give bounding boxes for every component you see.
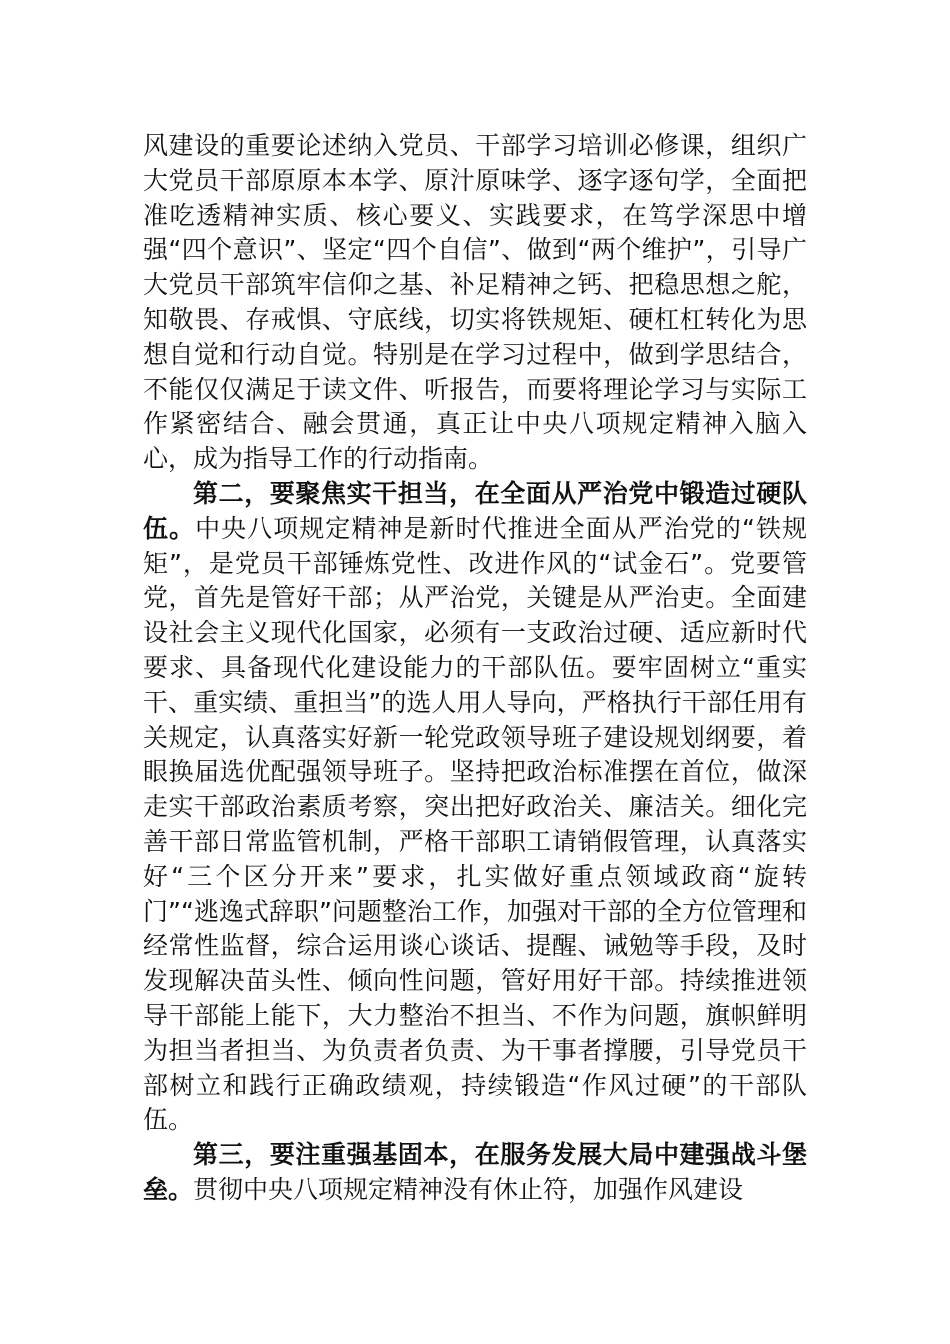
paragraph-3-body: 贯彻中央八项规定精神没有休止符，加强作风建设 — [193, 1174, 744, 1204]
paragraph-3 — [143, 1138, 807, 1208]
paragraph-2 — [143, 477, 807, 1138]
paragraph-3-heading: 第三，要注重强基固本，在服务发展大局中建强战斗堡垒。 — [143, 1140, 807, 1204]
paragraph-2-body: 中央八项规定精神是新时代推进全面从严治党的“铁规矩”，是党员干部锤炼党性、改进作风的“试金石”。党要管党，首先是管好干部；从严治党，关键是从严治吏。全面建设社会主义现代化国家，必须有一支政治过硬、适应新时代要求、具备现代化建设能力的干部队伍。要牢固树立“重实干、重实绩、重担当”的选人用人导向，严格执行干部任用有关规定，认真落实好新一轮党政领导班子建设规划纲要，着眼换届选优配强领导班子。坚持把政治标准摆在首位，做深走实干部政治素质考察，突出把好政治关、廉洁关。细化完善干部日常监管机制，严格干部职工请销假管理，认真落实好“三个区分开来”要求，扎实做好重点领域政商“旋转门”“逃逸式辞职”问题整治工作，加强对干部的全方位管理和经常性监督，综合运用谈心谈话、提醒、诫勉等手段，及时发现解决苗头性、倾向性问题，管好用好干部。持续推进领导干部能上能下，大力整治不担当、不作为问题，旗帜鲜明为担当者担当、为负责者负责、为干事者撑腰，引导党员干部树立和践行正确政绩观，持续锻造“作风过硬”的干部队伍。 — [143, 513, 807, 1135]
paragraph-1 — [143, 129, 807, 477]
document-body — [143, 129, 807, 1208]
paragraph-1-body: 风建设的重要论述纳入党员、干部学习培训必修课，组织广大党员干部原原本本学、原汁原味学、逐字逐句学，全面把准吃透精神实质、核心要义、实践要求，在笃学深思中增强“四个意识”、坚定“四个自信”、做到“两个维护”，引导广大党员干部筑牢信仰之基、补足精神之钙、把稳思想之舵，知敬畏、存戒惧、守底线，切实将铁规矩、硬杠杠转化为思想自觉和行动自觉。特别是在学习过程中，做到学思结合，不能仅仅满足于读文件、听报告，而要将理论学习与实际工作紧密结合、融会贯通，真正让中央八项规定精神入脑入心，成为指导工作的行动指南。 — [143, 131, 807, 474]
paragraph-2-heading: 第二，要聚焦实干担当，在全面从严治党中锻造过硬队伍。 — [143, 478, 807, 543]
